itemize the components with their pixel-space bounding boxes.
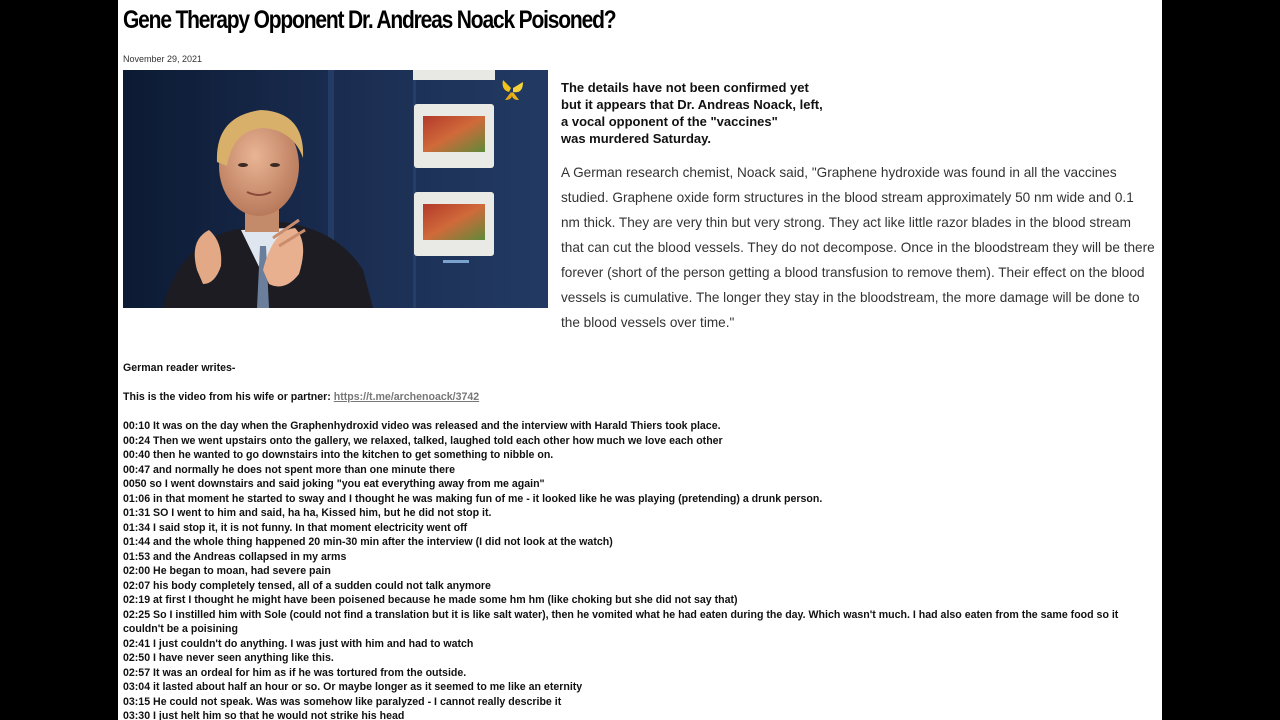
log-entry: 01:53 and the Andreas collapsed in my arms	[123, 550, 347, 563]
intro-line: but it appears that Dr. Andreas Noack, left,	[561, 97, 823, 112]
reader-heading: German reader writes-	[123, 362, 236, 374]
log-entry: 03:15 He could not speak. Was was somehow like paralyzed - I cannot really describe it	[123, 695, 562, 708]
video-link-prefix: This is the video from his wife or partner:	[123, 391, 334, 403]
noack-quote: A German research chemist, Noack said, "Graphene hydroxide was found in all the vaccines studied. Graphene oxide form structures in the blood stream approximately 50 nm wide and 0.1 nm thick. They are very thin but very strong. They act like little razor blades in the blood stream that can cut the blood vessels. They do not decompose. Once in the bloodstream they will be there forever (short of the person getting a blood transfusion to remove them). Their effect on the blood vessels is cumulative. The longer they stay in the bloodstream, the more damage will be done to the blood vessels over time."	[561, 165, 1155, 330]
log-entry: 00:24 Then we went upstairs onto the gallery, we relaxed, talked, laughed told each other how much we love each other	[123, 434, 723, 447]
video-link-line	[123, 390, 1153, 405]
intro-paragraph	[561, 79, 823, 147]
log-entry: 02:25 So I instilled him with Sole (could not find a translation but it is like salt water), then he vomited what he had eaten during the day. Which wasn't much. I had also eaten from the same food so it couldn't be a poisining	[123, 608, 1119, 635]
video-link[interactable]: https://t.me/archenoack/3742	[333, 391, 480, 403]
video-still-image[interactable]	[123, 70, 548, 308]
log-entry: 00:47 and normally he does not spent more than one minute there	[123, 463, 456, 476]
log-entry: 0050 so I went downstairs and said joking "you eat everything away from me again"	[123, 478, 545, 490]
log-entry: 02:07 his body completely tensed, all of a sudden could not talk anymore	[123, 579, 491, 592]
log-entry: 02:57 It was an ordeal for him as if he was tortured from the outside.	[123, 666, 467, 679]
log-entry: 01:31 SO I went to him and said, ha ha, Kissed him, but he did not stop it.	[123, 507, 492, 519]
log-entry: 03:04 it lasted about half an hour or so. Or maybe longer as it seemed to me like an eternity	[123, 681, 583, 693]
article-date: November 29, 2021	[123, 54, 203, 64]
log-entry: 02:19 at first I thought he might have been poisened because he made some hm hm (like choking but she did not say that)	[123, 594, 738, 606]
intro-line: a vocal opponent of the "vaccines"	[561, 114, 778, 129]
intro-line: The details have not been confirmed yet	[561, 80, 809, 95]
log-entry: 02:50 I have never seen anything like this.	[123, 652, 334, 664]
log-entry: 01:06 in that moment he started to sway and I thought he was making fun of me - it looked like he was playing (pretending) a drunk person.	[123, 492, 823, 505]
log-entry: 02:00 He began to moan, had severe pain	[123, 565, 331, 577]
log-entry: 03:30 I just helt him so that he would not strike his head	[123, 710, 405, 720]
article-page	[118, 0, 1162, 720]
timestamp-log	[123, 419, 1153, 720]
log-entry: 01:44 and the whole thing happened 20 min-30 min after the interview (I did not look at the watch)	[123, 536, 613, 548]
log-entry: 02:41 I just couldn't do anything. I was just with him and had to watch	[123, 637, 474, 650]
reader-section	[123, 361, 1153, 720]
article-title: Gene Therapy Opponent Dr. Andreas Noack Poisoned?	[123, 6, 616, 34]
log-entry: 00:10 It was on the day when the Graphenhydroxid video was released and the interview with Harald Thiers took place.	[123, 420, 721, 432]
log-entry: 01:34 I said stop it, it is not funny. In that moment electricity went off	[123, 521, 468, 534]
intro-line: was murdered Saturday.	[561, 131, 712, 146]
log-entry: 00:40 then he wanted to go downstairs into the kitchen to get something to nibble on.	[123, 449, 554, 461]
